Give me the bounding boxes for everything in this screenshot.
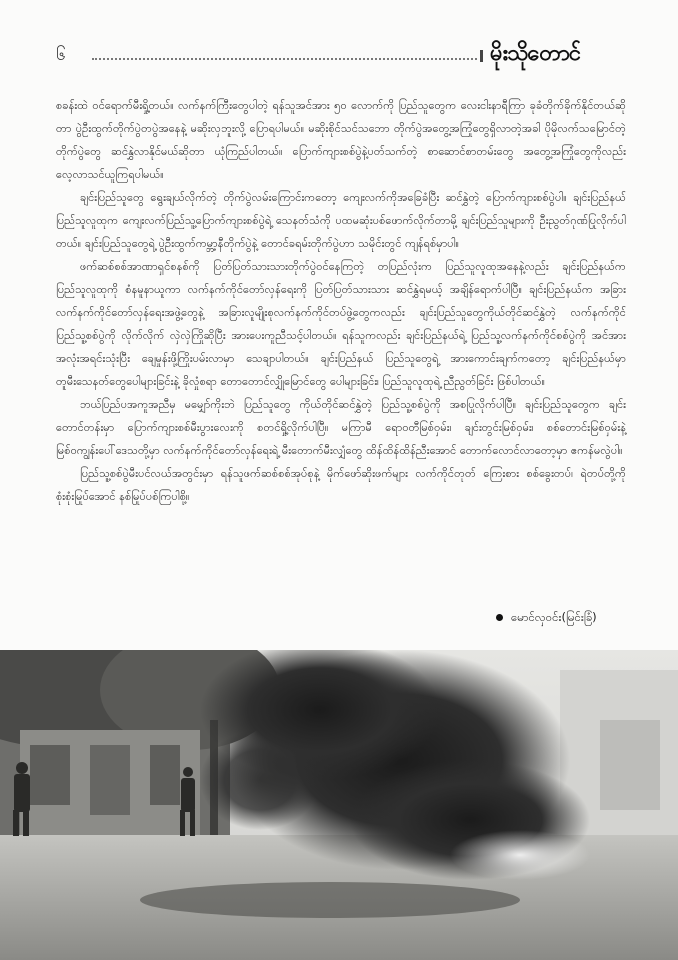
burning-tire-photo-icon	[0, 650, 678, 960]
street-fire-photo	[0, 650, 678, 960]
article-paragraph: စခန်းထဲ ဝင်ရောက်မီးရှို့တယ်။ လက်နက်ကြီးတွေပါတဲ့ ရန်သူအင်အား ၅၀ လောက်ကို ပြည်သူတွေက လေးငါးနာရီကြာ ခုခံတိုက်ခိုက်နိုင်တယ်ဆိုတာ ပွဲဦးထွက်တိုက်ပွဲတပွဲအနေနဲ့ မဆိုးလှဘူးလို့ ပြောရပါမယ်။ မဆိုးစိုင်သင်သဘော တိုက်ပွဲအတွေ့အကြုံတွေရှိလာတဲ့အခါ ပိုမိုလက်သမြောင်တဲ့ တိုက်ပွဲတွေ ဆင်နွှဲလာနိုင်မယ်ဆိုတာ ယုံကြည်ပါတယ်။ ပြောက်ကျားစစ်ပွဲနဲ့ပတ်သက်တဲ့ စာဆောင်စာတမ်းတွေ အတွေ့အကြုံတွေကိုလည်း လေ့လာသင်ယူကြရပါမယ်။	[56, 99, 626, 181]
page-number: ၆	[56, 45, 66, 65]
author-byline	[496, 610, 597, 627]
article-paragraph: ချင်းပြည်သူတွေ ရွေးချယ်လိုက်တဲ့ တိုက်ပွဲလမ်းကြောင်းကတော့ ကျေးလက်ကိုအခြေခံပြီး ဆင်နွှဲတဲ့ ပြောက်ကျားစစ်ပွဲပါ။ ချင်းပြည်နယ် ပြည်သူလူထုက ကျေးလက်ပြည်သူ့ပြောက်ကျားစစ်ပွဲရဲ့ သေနတ်သံကို ပထမဆုံးပစ်ဖောက်လိုက်တာမို့ ချင်းပြည်သူများကို ဦးညွတ်ဂုဏ်ပြုလိုက်ပါတယ်။ ချင်းပြည်သူတွေရဲ့ ပွဲဦးထွက်ကမ္ဘာ့နီတိုက်ပွဲနဲ့ တောင်ခရမ်းတိုက်ပွဲဟာ သမိုင်းတွင် ကျန်ရစ်မှာပါ။	[56, 191, 626, 250]
article-paragraph: ဘယ်ပြည်ပအကူအညီမှ မမျှော်ကိုးဘဲ ပြည်သူတွေ ကိုယ်တိုင်ဆင်နွှဲတဲ့ ပြည်သူ့စစ်ပွဲကို အစပြုလိုက်ပါပြီ။ ချင်းပြည်သူတွေက ချင်းတောင်တန်းမှာ ပြောက်ကျားစစ်မီးပွားလေးကို စတင်ရှို့လိုက်ပါပြီ။ မကြာမီ ရောဝတီမြစ်ဝှမ်း၊ ချင်းတွင်းမြစ်ဝှမ်း၊ စစ်တောင်းမြစ်ဝှမ်းနဲ့ မြစ်ဝကျွန်းပေါ်ဒေသတို့မှာ လက်နက်ကိုင်တော်လှန်ရေးရဲ့ မီးတောက်မီးလျှံတွေ ထိန်ထိန်ထိန်ညီးအောင် တောက်လောင်လာတော့မှာ ဧကန်မလွဲပါ။	[56, 398, 626, 457]
article-paragraph: ဖက်ဆစ်စစ်အာဏာရှင်စနစ်ကို ပြတ်ပြတ်သားသားတိုက်ပွဲဝင်နေကြတဲ့ တပြည်လုံးက ပြည်သူလူထုအနေနဲ့လည်း ချင်းပြည်နယ်က ပြည်သူလူထုကို စံနမူနာယူကာ လက်နက်ကိုင်တော်လှန်ရေးကို ပြတ်ပြတ်သားသား ဆင်နွှဲရမယ့် အချိန်ရောက်ပါပြီ။ ချင်းပြည်နယ်က အခြား လက်နက်ကိုင်တော်လှန်ရေးအဖွဲ့တွေနဲ့ အခြားလူမျိုးစုလက်နက်ကိုင်တပ်ဖွဲ့တွေကလည်း ချင်းပြည်သူတွေကိုယ်တိုင်ဆင်နွှဲတဲ့ လက်နက်ကိုင် ပြည်သူ့စစ်ပွဲကို လိုက်လိုက် လှဲလှဲကြိုဆိုပြီး အားပေးကူညီသင့်ပါတယ်။ ရန်သူကလည်း ချင်းပြည်နယ်ရဲ့ ပြည်သူ့လက်နက်ကိုင်စစ်ပွဲကို အင်အား အလုံးအရင်းသုံးပြီး ချေမှုန်းဖို့ကြိုးပမ်းလာမှာ သေချာပါတယ်။ ချင်းပြည်နယ် ပြည်သူတွေရဲ့ အားကောင်းချက်ကတော့ ချင်းပြည်နယ်မှာ တူမီးသေနတ်တွေပေါများခြင်းနဲ့ ခိုလှုံစရာ တောတောင်လျှိုမြောင်တွေ ပေါများခြင်း၊ ပြည်သူလူထုရဲ့ ညီညွတ်ခြင်း ဖြစ်ပါတယ်။	[56, 260, 626, 388]
page-header	[0, 0, 678, 90]
article-paragraph: ပြည်သူ့စစ်ပွဲမီးပင်လယ်အတွင်းမှာ ရန်သူဖက်ဆစ်စစ်အုပ်စုနဲ့ မိုက်ဖော်ဆိုးဖက်များ လက်ကိုင်တုတ် ကြေးစား စစ်ခွေးတပ်၊ ရဲတပ်တို့ကို စုံးစုံးမြုပ်အောင် နစ်မြုပ်ပစ်ကြပါစို့။	[56, 467, 626, 503]
bullet-icon	[496, 614, 503, 621]
author-name: မောင်လှဝင်း(မြင်းခြံ)	[511, 610, 597, 624]
magazine-logo: မိုးသိုတောင်	[490, 40, 581, 66]
header-rule-cap	[480, 50, 483, 62]
article-body	[56, 94, 626, 508]
header-dotted-rule	[92, 58, 477, 60]
